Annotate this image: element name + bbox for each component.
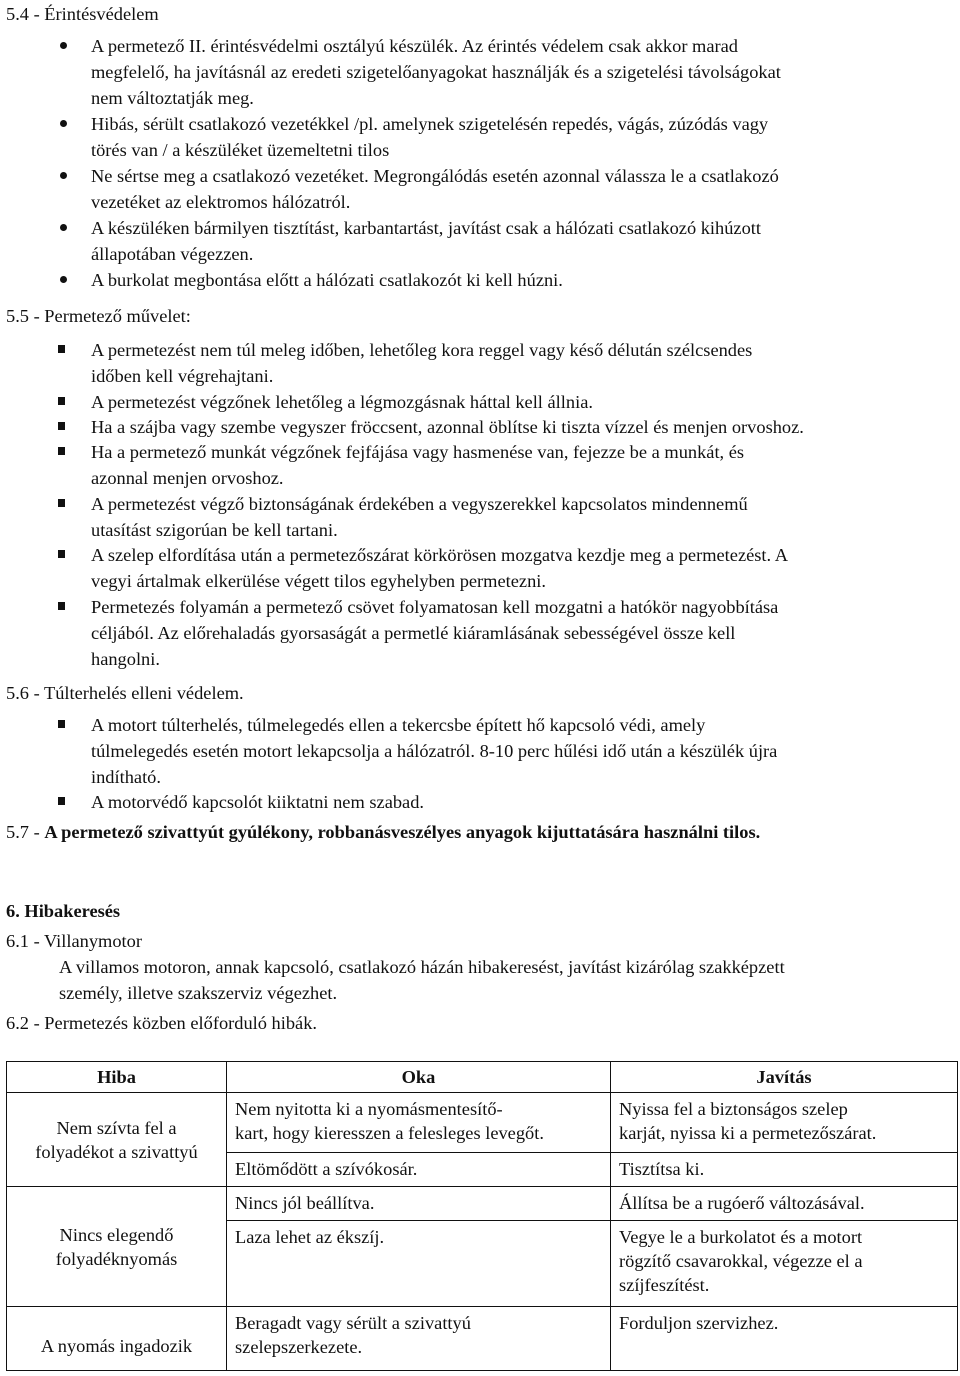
bullet-dot-icon: [60, 42, 67, 49]
s54-b3-line2: vezetéket az elektromos hálózatról.: [91, 192, 351, 212]
javitas-cell: Nyissa fel a biztonságos szelep karját, nyissa ki a permetezőszárat.: [611, 1093, 958, 1153]
hiba-cell-1: Nem szívta fel a folyadékot a szivattyú: [7, 1093, 227, 1187]
s55-b7-line2: céljából. Az előrehaladás gyorsaságát a permetlé kiáramlásának sebességével össze kell: [91, 623, 736, 643]
section-5-4-title: 5.4 - Érintésvédelem: [6, 4, 159, 24]
s54-b2-line1: Hibás, sérült csatlakozó vezetékkel /pl. amelynek szigetelésén repedés, vágás, zúzódás vagy: [91, 114, 769, 134]
bullet-square-icon: [58, 447, 65, 455]
bullet-square-icon: [58, 550, 65, 558]
bullet-square-icon: [58, 397, 65, 405]
hiba-cell-2: Nincs elegendő folyadéknyomás: [7, 1187, 227, 1307]
s54-b3-line1: Ne sértse meg a csatlakozó vezetéket. Megrongálódás esetén azonnal válassza le a csatlakozó: [91, 166, 779, 186]
s55-b6-line2: vegyi ártalmak elkerülése végett tilos egyhelyben permetezni.: [91, 571, 546, 591]
troubleshooting-table: [6, 1061, 958, 1371]
s54-b1-line2: megfelelő, ha javításnál az eredeti szigetelőanyagokat használják és a szigetelési távolságokat: [91, 62, 781, 82]
bullet-dot-icon: [60, 276, 67, 283]
s54-b2-line2: törés van / a készüléket üzemeltetni tilos: [91, 140, 390, 160]
header-oka: Oka: [227, 1062, 611, 1093]
s55-b3-line1: Ha a szájba vagy szembe vegyszer fröccsent, azonnal öblítse ki tiszta vízzel és menjen orvoshoz.: [91, 417, 804, 437]
bullet-square-icon: [58, 345, 65, 353]
s54-b4-line2: állapotában végezzen.: [91, 244, 254, 264]
s54-b1-line3: nem változtatják meg.: [91, 88, 254, 108]
javitas-cell: Vegye le a burkolatot és a motort rögzítő csavarokkal, végezze el a szíjfeszítést.: [611, 1221, 958, 1307]
s54-b1-line1: A permetező II. érintésvédelmi osztályú készülék. Az érintés védelem csak akkor marad: [91, 36, 738, 56]
s55-b1-line2: időben kell végrehajtani.: [91, 366, 274, 386]
s55-b1-line1: A permetezést nem túl meleg időben, lehetőleg kora reggel vagy késő délután szélcsendes: [91, 340, 753, 360]
s61-text-line2: személy, illetve szakszerviz végezhet.: [59, 983, 338, 1003]
s55-b5-line1: A permetezést végző biztonságának érdekében a vegyszerekkel kapcsolatos mindennemű: [91, 494, 748, 514]
s55-b7-line1: Permetezés folyamán a permetező csövet folyamatosan kell mozgatni a hatókör nagyobbítása: [91, 597, 779, 617]
s55-b4-line2: azonnal menjen orvoshoz.: [91, 468, 284, 488]
table-row: [7, 1187, 958, 1221]
bullet-square-icon: [58, 422, 65, 430]
section-5-5-title: 5.5 - Permetező művelet:: [6, 306, 191, 326]
javitas-cell: Állítsa be a rugóerő változásával.: [611, 1187, 958, 1221]
oka-cell: Nem nyitotta ki a nyomásmentesítő- kart, hogy kieresszen a felesleges levegőt.: [227, 1093, 611, 1153]
s61-text-line1: A villamos motoron, annak kapcsoló, csatlakozó házán hibakeresést, javítást kizárólag szakképzett: [59, 957, 785, 977]
section-6-2-title: 6.2 - Permetezés közben előforduló hibák.: [6, 1013, 318, 1033]
s56-b1-line3: indítható.: [91, 767, 161, 787]
table-row: [7, 1093, 958, 1153]
bullet-dot-icon: [60, 224, 67, 231]
section-5-7-warning: A permetező szivattyút gyúlékony, robbanásveszélyes anyagok kijuttatására használni tilos.: [44, 822, 761, 842]
bullet-square-icon: [58, 797, 65, 805]
section-5-7-prefix: 5.7 -: [6, 822, 45, 842]
bullet-square-icon: [58, 499, 65, 507]
bullet-dot-icon: [60, 120, 67, 127]
section-6-title: 6. Hibakeresés: [6, 901, 121, 921]
s55-b4-line1: Ha a permetező munkát végzőnek fejfájása vagy hasmenése van, fejezze be a munkát, és: [91, 442, 745, 462]
table-row: [7, 1307, 958, 1371]
header-javitas: Javítás: [611, 1062, 958, 1093]
section-5-7: [6, 821, 760, 843]
s55-b2-line1: A permetezést végzőnek lehetőleg a légmozgásnak háttal kell állnia.: [91, 392, 593, 412]
table-header-row: [7, 1062, 958, 1093]
s55-b6-line1: A szelep elfordítása után a permetezőszárat körkörösen mozgatva kezdje meg a permetezést. A: [91, 545, 789, 565]
oka-cell: Laza lehet az ékszíj.: [227, 1221, 611, 1307]
s55-b5-line2: utasítást szigorúan be kell tartani.: [91, 520, 338, 540]
oka-cell: Beragadt vagy sérült a szivattyú szelepszerkezete.: [227, 1307, 611, 1371]
bullet-dot-icon: [60, 172, 67, 179]
oka-cell: Eltömődött a szívókosár.: [227, 1153, 611, 1187]
s55-b7-line3: hangolni.: [91, 649, 160, 669]
s54-b4-line1: A készüléken bármilyen tisztítást, karbantartást, javítást csak a hálózati csatlakozó kihúzott: [91, 218, 762, 238]
s56-b1-line2: túlmelegedés esetén motort lekapcsolja a hálózatról. 8-10 perc hűlési idő után a készülék újra: [91, 741, 778, 761]
bullet-square-icon: [58, 602, 65, 610]
s54-b5-line1: A burkolat megbontása előtt a hálózati csatlakozót ki kell húzni.: [91, 270, 563, 290]
s56-b1-line1: A motort túlterhelés, túlmelegedés ellen a tekercsbe épített hő kapcsoló védi, amely: [91, 715, 706, 735]
javitas-cell: Tisztítsa ki.: [611, 1153, 958, 1187]
bullet-square-icon: [58, 720, 65, 728]
hiba-cell-3: A nyomás ingadozik: [7, 1307, 227, 1371]
javitas-cell: Forduljon szervizhez.: [611, 1307, 958, 1371]
oka-cell: Nincs jól beállítva.: [227, 1187, 611, 1221]
s56-b2-line1: A motorvédő kapcsolót kiiktatni nem szabad.: [91, 792, 425, 812]
section-6-1-title: 6.1 - Villanymotor: [6, 931, 142, 951]
header-hiba: Hiba: [7, 1062, 227, 1093]
section-5-6-title: 5.6 - Túlterhelés elleni védelem.: [6, 683, 244, 703]
